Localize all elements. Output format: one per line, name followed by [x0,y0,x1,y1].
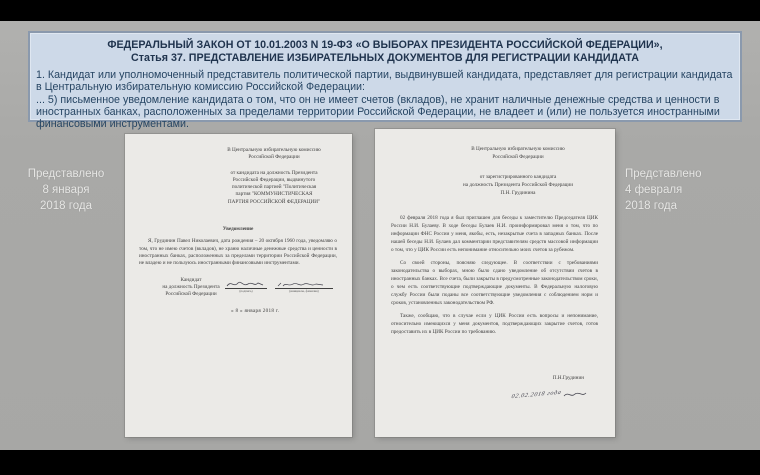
handwritten-flourish-icon [562,390,588,399]
right-doc-signature-name: П.Н.Грудинин [552,375,584,381]
left-addressee-line2: Российской Федерации [248,154,300,161]
left-from-line1: от кандидата на должность Президента [230,169,318,176]
left-doc-date-line: « 8 » января 2018 г. [231,308,280,315]
bottom-letterbox-bar [0,450,760,475]
left-from-line3: политической партией "Политическая [231,184,317,191]
left-from-line4: партия "КОММУНИСТИЧЕСКАЯ [235,191,313,198]
left-from-line5: ПАРТИЯ РОССИЙСКОЙ ФЕДЕРАЦИИ" [227,198,321,205]
left-doc-signature-area [225,281,337,293]
right-doc-handwritten-row [391,390,588,399]
top-letterbox-bar [0,0,760,21]
law-clause-1: 1. Кандидат или уполномоченный представитель политической партии, выдвинувшей кандидата, представляет для регистрации кандидата в Центральную избирательную комиссию Российской Федерации: [36,69,733,94]
signer-role-line2: на должность Президента [162,283,220,290]
right-caption-line3: 2018 года [625,200,677,212]
signature-slot [225,281,267,293]
left-doc-title: Уведомление [222,226,254,233]
name-slot [275,281,333,293]
law-clause-5: ... 5) письменное уведомление кандидата о том, что он не имеет счетов (вкладов), не хранит наличные денежные средства и ценности в иностранных банках, расположенных за пределами территории Российской Федерации, не владеет и (или) не пользуется иностранными финансовыми инструментами. [36,93,720,131]
right-from-line1: от зарегистрированного кандидата [479,174,557,180]
signature-scribble-icon [225,279,265,289]
left-doc-body: Я, Грудинин Павел Николаевич, дата рождения – 20 октября 1960 года, уведомляю о том, что не имею счетов (вкладов), не храню наличные денежные средства и ценности в иностранных банках, расположенных за пределами территории Российской Федерации, не владею и не пользуюсь иностранными финансовыми инструментами. [139,238,337,267]
left-addressee-line1: В Центральную избирательную комиссию [227,147,321,153]
right-from-line2: на должность Президента Российской Федерации [463,182,573,188]
signature-caption: (подпись) [239,288,253,293]
left-doc-caption [10,166,122,214]
law-title-line2: Статья 37. ПРЕДСТАВЛЕНИЕ ИЗБИРАТЕЛЬНЫХ ДОКУМЕНТОВ ДЛЯ РЕГИСТРАЦИИ КАНДИДАТА [131,51,639,64]
right-from-line3: П.Н. Грудинина [500,190,536,196]
right-addressee-line1: В Центральную избирательную комиссию [471,146,565,152]
right-addressee-line2: Российской Федерации [492,154,544,160]
left-doc-signer-role [157,277,225,299]
right-doc-from-block [442,173,594,197]
left-caption-line2: 8 января [42,184,90,196]
signer-role-line3: Российской Федерации [165,291,217,298]
left-doc-from-block [213,170,335,206]
right-doc-caption [625,166,745,214]
name-caption: (инициалы, фамилия) [289,288,319,293]
law-title-line1: ФЕДЕРАЛЬНЫЙ ЗАКОН ОТ 10.01.2003 N 19-ФЗ «О ВЫБОРАХ ПРЕЗИДЕНТА РОССИЙСКОЙ ФЕДЕРАЦИИ», [107,39,663,51]
name-scribble-icon [275,280,327,289]
right-caption-line2: 4 февраля [625,184,683,196]
left-caption-line1: Представлено [27,168,105,180]
left-doc-signer-row [139,277,337,299]
notification-letter-scan [125,134,352,437]
name-line [275,281,333,289]
signer-role-line1: Кандидат [180,276,202,283]
handwritten-date: 02.02.2018 года [510,389,562,400]
right-doc-addressee [442,145,594,161]
signature-line [225,281,267,289]
right-doc-paragraph-2: Со своей стороны, поясняю следующее. В соответствии с требованиями законодательства о выборах, мною было сдано уведомление об отсутствии счетов в иностранных банках. Все счета, были закрыты в предусмотренные законодательством сроки, о чем есть соответствующие подтверждающие документы. В Федеральную налоговую службу России были поданы все соответствующие уведомления с соблюдением норм и сроков, установленных законодательством РФ. [391,260,598,306]
right-doc-paragraph-1: 02 февраля 2018 года я был приглашен для беседы к заместителю Председателя ЦИК России Н.И. Булаеву. В ходе беседы Булаев Н.И. проинформировал меня о том, что по информации ФНС России у меня, якобы, есть, незакрытые счета в западных банках. После нашей беседы Н.И. Булаев дал комментарии представителям средств массовой информации о том, что у ЦИК России есть непонимание относительно моих счетов за рубежом. [391,215,598,253]
law-body [36,69,734,130]
left-doc-addressee [213,147,335,162]
right-caption-line1: Представлено [625,168,702,180]
explanation-letter-scan [375,129,615,437]
left-caption-line3: 2018 года [40,200,92,212]
left-from-line2: Российской Федерации, выдвинутого [232,176,316,183]
right-doc-paragraph-3: Также, сообщаю, что в случае если у ЦИК России есть вопросы и непонимание, относительно имеющихся у меня документов, подтверждающих закрытие счетов, готов предоставить их в ЦИК России по требованию. [391,313,598,335]
law-excerpt-panel [28,31,742,131]
